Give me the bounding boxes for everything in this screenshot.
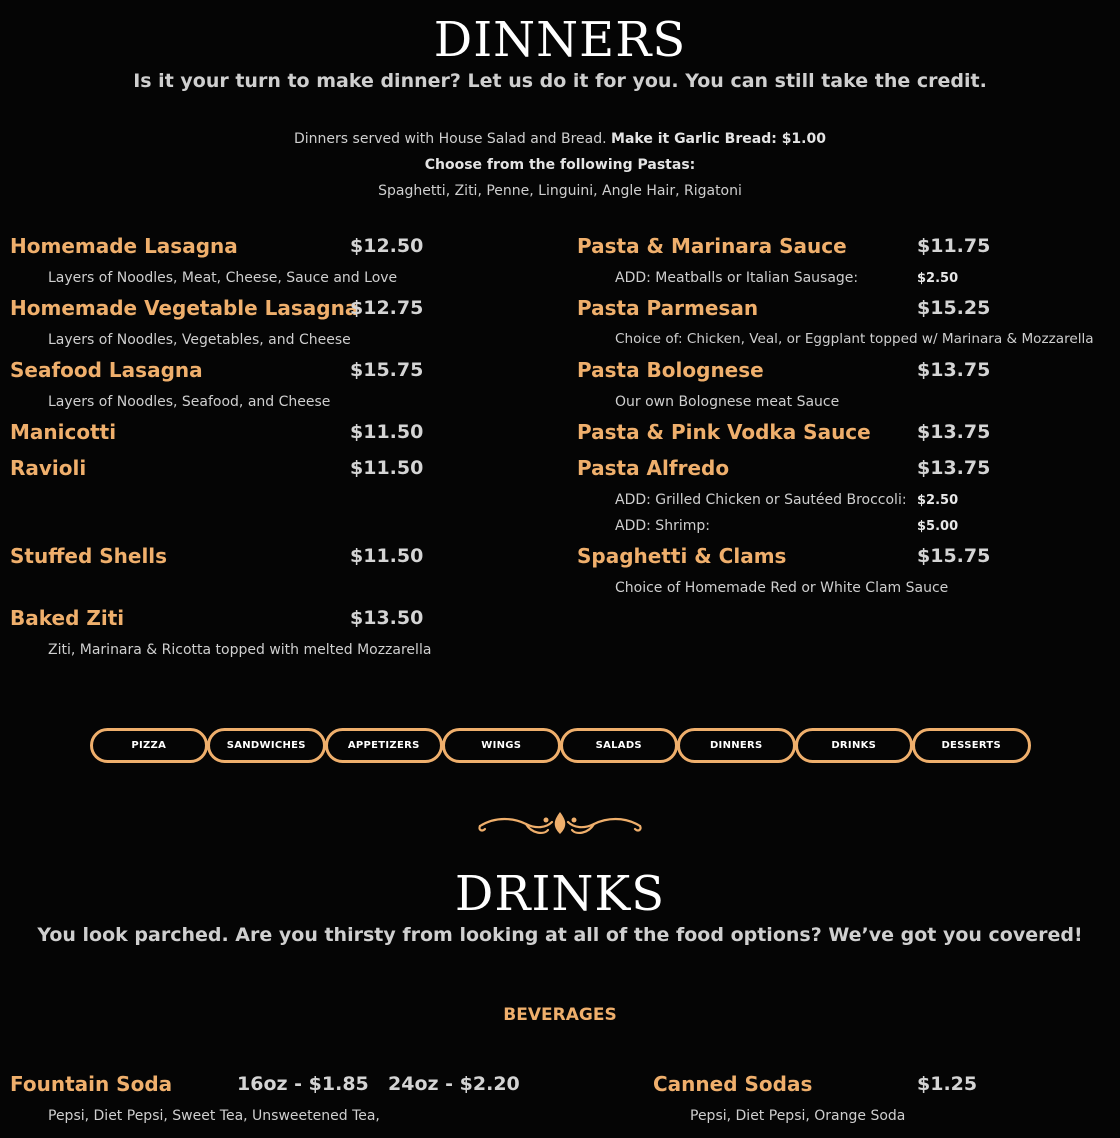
menu-item-desc: Layers of Noodles, Vegetables, and Cheese [48,332,351,348]
menu-item-price: $1.25 [917,1073,978,1095]
menu-item-name: Homemade Lasagna [10,234,238,258]
menu-item-name: Ravioli [10,456,87,480]
menu-item-desc: Layers of Noodles, Meat, Cheese, Sauce and Love [48,270,398,286]
menu-item-name: Pasta Bolognese [577,358,764,382]
drinks-title: DRINKS [454,866,666,922]
menu-item-price: $11.50 [350,457,424,479]
nav-sandwiches-button[interactable]: SANDWICHES [207,728,326,763]
beverages-heading: BEVERAGES [503,1005,617,1025]
menu-item-price: $13.75 [917,421,991,443]
add-on-label: ADD: Meatballs or Italian Sausage: [615,270,859,286]
dinners-intro-line1 [0,132,1120,146]
menu-item-desc: Our own Bolognese meat Sauce [615,394,840,410]
menu-item-name: Seafood Lasagna [10,358,203,382]
menu-item-price: $13.50 [350,607,424,629]
menu-item-price: $15.75 [350,359,424,381]
menu-item-desc: Pepsi, Diet Pepsi, Orange Soda [690,1108,906,1124]
menu-item-name: Homemade Vegetable Lasagna [10,296,359,320]
menu-item-name: Manicotti [10,420,117,444]
dinners-subtitle: Is it your turn to make dinner? Let us do it for you. You can still take the credit. [133,70,987,92]
pasta-choice-label: Choose from the following Pastas: [424,157,696,173]
menu-item-price: $13.75 [917,359,991,381]
menu-item-price: 16oz - $1.85 [237,1073,369,1095]
menu-item-desc: Ziti, Marinara & Ricotta topped with melted Mozzarella [48,642,432,658]
nav-desserts-button[interactable]: DESSERTS [912,728,1031,763]
menu-item-price: $12.75 [350,297,424,319]
nav-wings-button[interactable]: WINGS [442,728,561,763]
nav-drinks-button[interactable]: DRINKS [795,728,914,763]
menu-item-price: $11.50 [350,545,424,567]
dinners-title: DINNERS [433,12,687,68]
menu-item-desc: Choice of: Chicken, Veal, or Eggplant topped w/ Marinara & Mozzarella [615,331,1094,347]
menu-item-name: Canned Sodas [653,1072,813,1096]
menu-item-name: Pasta & Marinara Sauce [577,234,847,258]
menu-item-price: $15.75 [917,545,991,567]
menu-item-price: $11.50 [350,421,424,443]
menu-item-name: Spaghetti & Clams [577,544,787,568]
menu-item-name: Pasta & Pink Vodka Sauce [577,420,871,444]
menu-item-name: Pasta Alfredo [577,456,730,480]
add-on-price: $2.50 [917,271,959,286]
menu-item-price: $15.25 [917,297,991,319]
menu-item-price: $13.75 [917,457,991,479]
add-on-price: $5.00 [917,519,959,534]
intro-text: Dinners served with House Salad and Bread. [294,131,607,147]
menu-item-desc: Layers of Noodles, Seafood, and Cheese [48,394,331,410]
add-on-label: ADD: Grilled Chicken or Sautéed Broccoli: [615,492,907,508]
menu-item-price: $11.75 [917,235,991,257]
garlic-bread-note: Make it Garlic Bread: $1.00 [611,131,826,147]
menu-item-desc: Choice of Homemade Red or White Clam Sauce [615,580,949,596]
drinks-subtitle: You look parched. Are you thirsty from looking at all of the food options? We’ve got you covered! [37,924,1083,946]
add-on-price: $2.50 [917,493,959,508]
add-on-label: ADD: Shrimp: [615,518,710,534]
nav-salads-button[interactable]: SALADS [560,728,679,763]
nav-dinners-button[interactable]: DINNERS [677,728,796,763]
menu-item-price: $12.50 [350,235,424,257]
pasta-options: Spaghetti, Ziti, Penne, Linguini, Angle Hair, Rigatoni [378,183,742,199]
menu-item-desc: Pepsi, Diet Pepsi, Sweet Tea, Unsweetened Tea, [48,1108,380,1124]
menu-item-name: Stuffed Shells [10,544,168,568]
nav-appetizers-button[interactable]: APPETIZERS [325,728,444,763]
decorative-flourish-icon [476,808,644,840]
menu-item-name: Fountain Soda [10,1072,173,1096]
menu-item-price: 24oz - $2.20 [388,1073,520,1095]
category-nav [90,728,1030,763]
menu-item-name: Pasta Parmesan [577,296,759,320]
nav-pizza-button[interactable]: PIZZA [90,728,209,763]
menu-item-name: Baked Ziti [10,606,125,630]
